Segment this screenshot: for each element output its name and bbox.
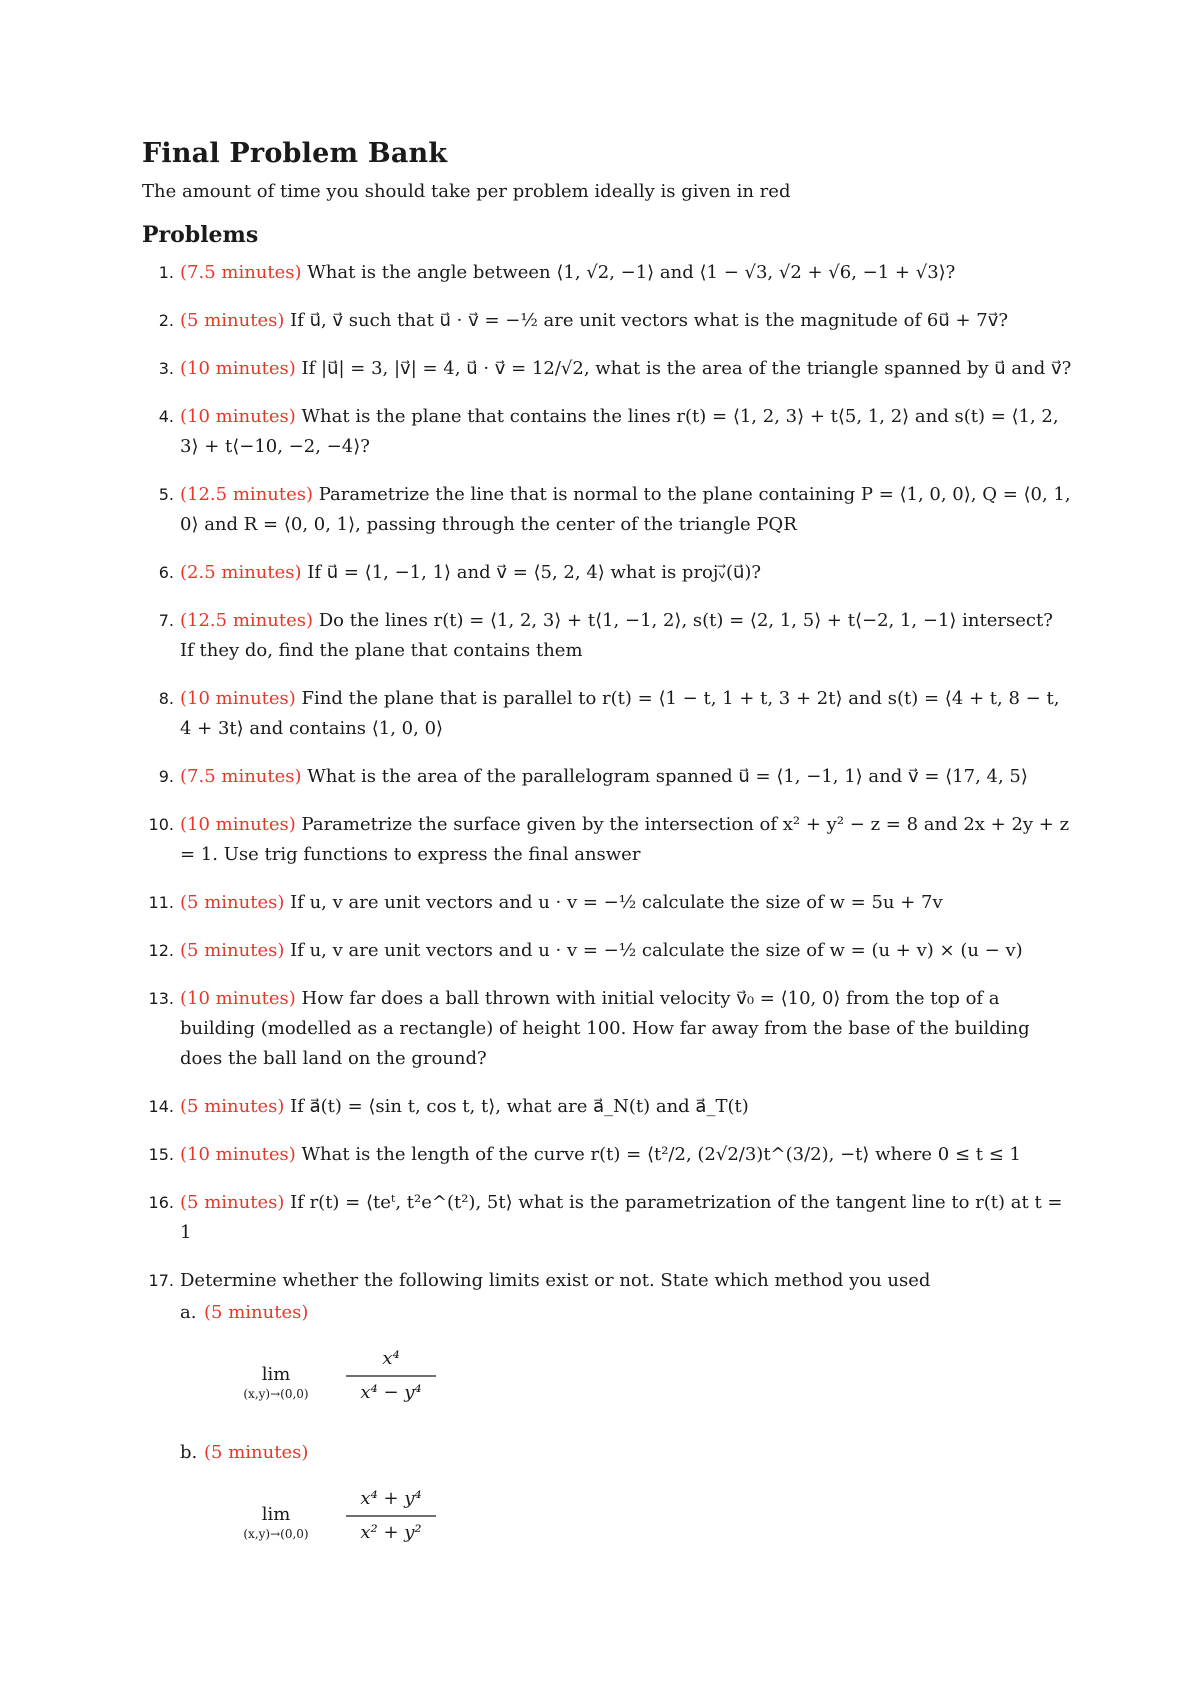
problem-text: If u, v are unit vectors and u · v = −½ calculate the size of w = 5u + 7v — [284, 892, 943, 913]
problem-text: If a⃗(t) = ⟨sin t, cos t, t⟩, what are a⃗_N(t) and a⃗_T(t) — [284, 1096, 749, 1117]
problem-number: 8. — [158, 689, 174, 708]
problem-item — [142, 480, 1072, 540]
problem-text: If u, v are unit vectors and u · v = −½ calculate the size of w = (u + v) × (u − v) — [284, 940, 1023, 961]
problem-list — [142, 258, 1072, 1558]
subpart-a — [180, 1298, 1072, 1328]
fraction-numerator: x⁴ — [382, 1348, 400, 1369]
problem-text: What is the area of the parallelogram spanned u⃗ = ⟨1, −1, 1⟩ and v⃗ = ⟨17, 4, 5⟩ — [301, 766, 1028, 787]
problem-number: 7. — [158, 611, 174, 630]
problem-text: Find the plane that is parallel to r(t) = ⟨1 − t, 1 + t, 3 + 2t⟩ and s(t) = ⟨4 + t, 8 − t, 4 + 3t⟩ and contains ⟨1, 0, 0⟩ — [180, 688, 1060, 739]
problem-number: 11. — [148, 893, 174, 912]
problem-number: 13. — [148, 989, 174, 1008]
limit-expression-a — [216, 1340, 1072, 1418]
problem-item — [142, 1140, 1072, 1170]
problem-number: 14. — [148, 1097, 174, 1116]
subpart-b — [180, 1438, 1072, 1468]
limit-formula-a — [216, 1340, 516, 1418]
problem-item — [142, 606, 1072, 666]
problem-time: (5 minutes) — [180, 892, 285, 913]
document-page — [142, 138, 1072, 1578]
limit-formula-b — [216, 1480, 516, 1558]
problem-number: 17. — [148, 1271, 174, 1290]
problem-item — [142, 984, 1072, 1074]
problem-item — [142, 258, 1072, 288]
problem-number: 6. — [158, 563, 174, 582]
problem-time: (5 minutes) — [180, 1096, 285, 1117]
problem-number: 3. — [158, 359, 174, 378]
problem-number: 4. — [158, 407, 174, 426]
fraction-numerator: x⁴ + y⁴ — [360, 1488, 422, 1509]
limit-operator: lim — [261, 1504, 291, 1525]
problem-time: (5 minutes) — [180, 1192, 285, 1213]
problem-text: What is the plane that contains the lines r(t) = ⟨1, 2, 3⟩ + t⟨5, 1, 2⟩ and s(t) = ⟨1, 2, 3⟩ + t⟨−10, −2, −4⟩? — [180, 406, 1059, 457]
problem-time: (10 minutes) — [180, 1144, 296, 1165]
problem-time: (7.5 minutes) — [180, 766, 302, 787]
problem-text: Do the lines r(t) = ⟨1, 2, 3⟩ + t⟨1, −1, 2⟩, s(t) = ⟨2, 1, 5⟩ + t⟨−2, 1, −1⟩ intersect? If they do, find the plane that contains them — [180, 610, 1053, 661]
problem-text: Determine whether the following limits exist or not. State which method you used — [180, 1270, 931, 1291]
limit-subscript: (x,y)→(0,0) — [243, 1387, 309, 1401]
problem-time: (10 minutes) — [180, 688, 296, 709]
subpart-time: (5 minutes) — [204, 1302, 309, 1323]
limit-expression-b — [216, 1480, 1072, 1558]
problem-text: If |u⃗| = 3, |v⃗| = 4, u⃗ · v⃗ = 12/√2, what is the area of the triangle spanned by u⃗ and v⃗? — [295, 358, 1072, 379]
subpart-time: (5 minutes) — [204, 1442, 309, 1463]
problem-number: 9. — [158, 767, 174, 786]
problem-item — [142, 810, 1072, 870]
limit-subscript: (x,y)→(0,0) — [243, 1527, 309, 1541]
problem-text: How far does a ball thrown with initial velocity v⃗₀ = ⟨10, 0⟩ from the top of a building (modelled as a rectangle) of height 100. How far away from the base of the building does the ball land on the ground? — [180, 988, 1030, 1069]
problem-number: 15. — [148, 1145, 174, 1164]
limit-operator: lim — [261, 1364, 291, 1385]
problem-number: 16. — [148, 1193, 174, 1212]
section-heading: Problems — [142, 222, 259, 248]
problem-item — [142, 762, 1072, 792]
fraction-denominator: x² + y² — [360, 1522, 422, 1543]
problem-time: (12.5 minutes) — [180, 484, 313, 505]
problem-time: (10 minutes) — [180, 406, 296, 427]
problem-item — [142, 1266, 1072, 1558]
document-title: Final Problem Bank — [142, 138, 448, 169]
problem-time: (2.5 minutes) — [180, 562, 302, 583]
subpart-label: b. — [180, 1442, 198, 1463]
subpart-label: a. — [180, 1302, 197, 1323]
problem-text: If u⃗, v⃗ such that u⃗ · v⃗ = −½ are unit vectors what is the magnitude of 6u⃗ + 7v⃗? — [284, 310, 1009, 331]
problem-item — [142, 306, 1072, 336]
problem-time: (10 minutes) — [180, 358, 296, 379]
problem-text: If u⃗ = ⟨1, −1, 1⟩ and v⃗ = ⟨5, 2, 4⟩ what is projᵥ⃗(u⃗)? — [301, 562, 762, 583]
problem-item — [142, 1092, 1072, 1122]
problem-text: Parametrize the surface given by the intersection of x² + y² − z = 8 and 2x + 2y + z = 1. Use trig functions to express the final answer — [180, 814, 1070, 865]
problem-item — [142, 936, 1072, 966]
problem-text: If r(t) = ⟨teᵗ, t²e^(t²), 5t⟩ what is the parametrization of the tangent line to r(t) at t = 1 — [180, 1192, 1063, 1243]
problem-time: (7.5 minutes) — [180, 262, 302, 283]
problem-number: 1. — [158, 263, 174, 282]
problem-text: What is the length of the curve r(t) = ⟨t²/2, (2√2/3)t^(3/2), −t⟩ where 0 ≤ t ≤ 1 — [295, 1144, 1021, 1165]
problem-time: (5 minutes) — [180, 310, 285, 331]
problem-item — [142, 354, 1072, 384]
problem-item — [142, 684, 1072, 744]
problem-time: (5 minutes) — [180, 940, 285, 961]
problem-item — [142, 402, 1072, 462]
problem-text: Parametrize the line that is normal to the plane containing P = ⟨1, 0, 0⟩, Q = ⟨0, 1, 0⟩ and R = ⟨0, 0, 1⟩, passing through the center of the triangle PQR — [180, 484, 1071, 535]
fraction-denominator: x⁴ − y⁴ — [360, 1382, 422, 1403]
problem-time: (10 minutes) — [180, 814, 296, 835]
problem-number: 10. — [148, 815, 174, 834]
problem-number: 12. — [148, 941, 174, 960]
problem-item — [142, 888, 1072, 918]
problem-time: (12.5 minutes) — [180, 610, 313, 631]
problem-text: What is the angle between ⟨1, √2, −1⟩ and ⟨1 − √3, √2 + √6, −1 + √3⟩? — [301, 262, 956, 283]
problem-time: (10 minutes) — [180, 988, 296, 1009]
problem-number: 5. — [158, 485, 174, 504]
problem-item — [142, 1188, 1072, 1248]
problem-item — [142, 558, 1072, 588]
document-subtitle: The amount of time you should take per problem ideally is given in red — [142, 181, 791, 202]
problem-number: 2. — [158, 311, 174, 330]
